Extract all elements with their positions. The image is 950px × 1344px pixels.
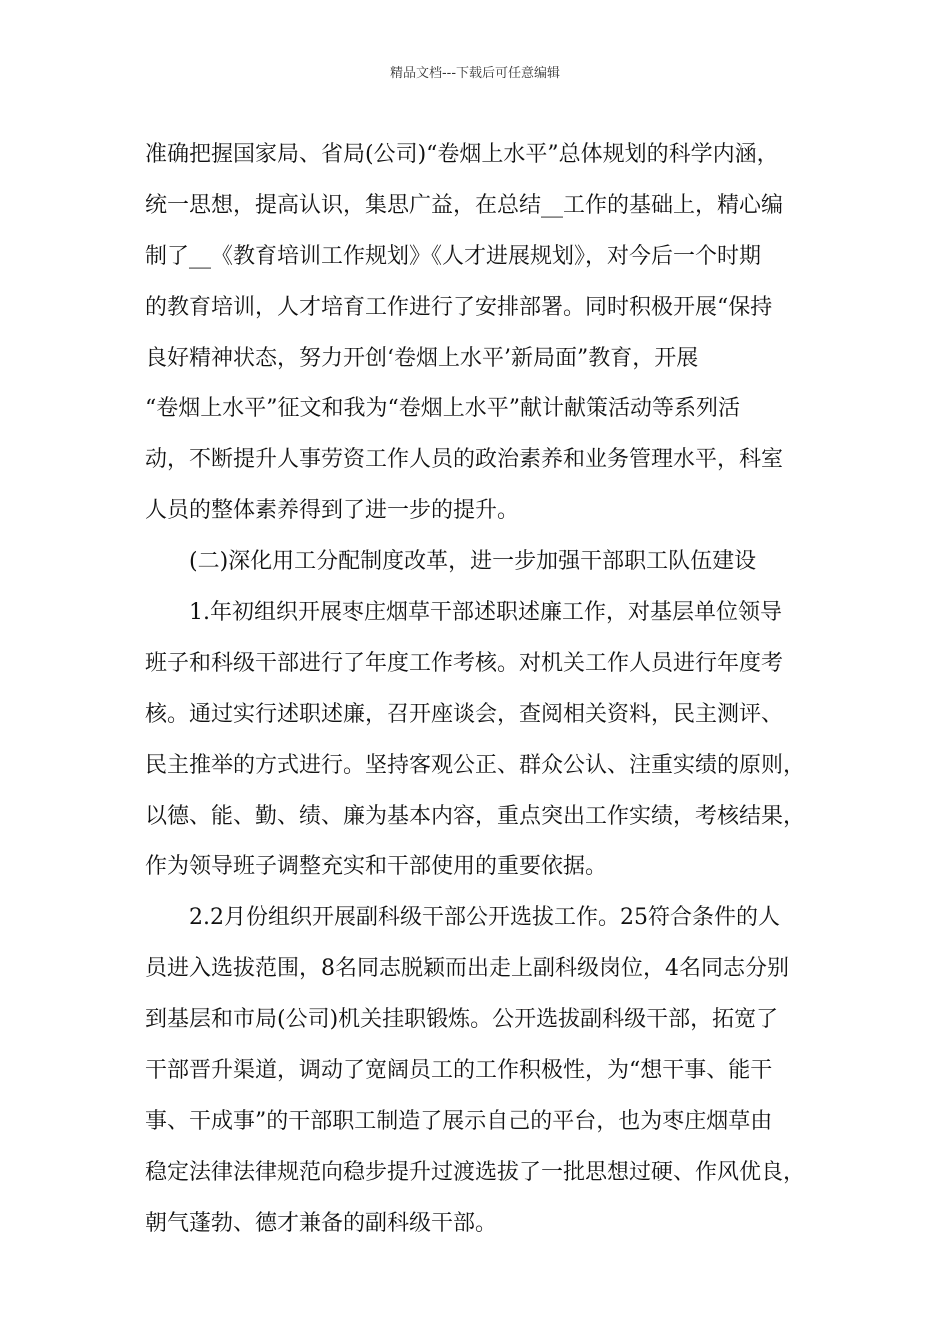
text-line: 核。通过实行述职述廉，召开座谈会，查阅相关资料，民主测评、 <box>145 701 784 727</box>
paragraph-1 <box>145 130 845 537</box>
document-body <box>145 130 845 1250</box>
text-line: 统一思想，提高认识，集思广益，在总结__工作的基础上，精心编 <box>145 192 784 218</box>
text-line: 到基层和市局(公司)机关挂职锻炼。公开选拔副科级干部，拓宽了 <box>145 1007 779 1033</box>
text-line: 作为领导班子调整充实和干部使用的重要依据。 <box>145 854 608 880</box>
text-line: 以德、能、勤、绩、廉为基本内容，重点突出工作实绩，考核结果， <box>145 803 806 829</box>
text-line: 制了__《教育培训工作规划》《人才进展规划》，对今后一个时期 <box>145 243 762 269</box>
text-line: 人员的整体素养得到了进一步的提升。 <box>145 498 520 524</box>
text-line: 1.年初组织开展枣庄烟草干部述职述廉工作，对基层单位领导 <box>189 600 782 626</box>
text-line: 干部晋升渠道，调动了宽阔员工的工作积极性，为“想干事、能干 <box>145 1058 773 1084</box>
text-line: 事、干成事”的干部职工制造了展示自己的平台，也为枣庄烟草由 <box>145 1108 773 1134</box>
page-header: 精品文档---下载后可任意编辑 <box>389 66 561 81</box>
text-line: 2.2月份组织开展副科级干部公开选拔工作。25符合条件的人 <box>189 905 780 931</box>
paragraph-3 <box>145 893 845 1249</box>
text-line: 准确把握国家局、省局(公司)“卷烟上水平”总体规划的科学内涵， <box>145 142 779 167</box>
text-line: 良好精神状态，努力开创‘卷烟上水平’新局面”教育，开展 <box>145 345 699 371</box>
text-line: 动，不断提升人事劳资工作人员的政治素养和业务管理水平，科室 <box>145 447 784 473</box>
text-line: 朝气蓬勃、德才兼备的副科级干部。 <box>145 1210 498 1236</box>
section-heading-text: (二)深化用工分配制度改革，进一步加强干部职工队伍建设 <box>189 549 757 575</box>
section-heading <box>145 537 845 588</box>
text-line: 稳定法律法律规范向稳步提升过渡选拔了一批思想过硬、作风优良， <box>145 1159 806 1185</box>
text-line: 民主推举的方式进行。坚持客观公正、群众公认、注重实绩的原则， <box>145 752 806 778</box>
text-line: 的教育培训，人才培育工作进行了安排部署。同时积极开展“保持 <box>145 294 773 320</box>
paragraph-2 <box>145 588 845 893</box>
text-line: 班子和科级干部进行了年度工作考核。对机关工作人员进行年度考 <box>145 650 784 676</box>
text-line: “卷烟上水平”征文和我为“卷烟上水平”献计献策活动等系列活 <box>145 396 740 422</box>
text-line: 员进入选拔范围，8名同志脱颖而出走上副科级岗位，4名同志分别 <box>145 956 789 982</box>
